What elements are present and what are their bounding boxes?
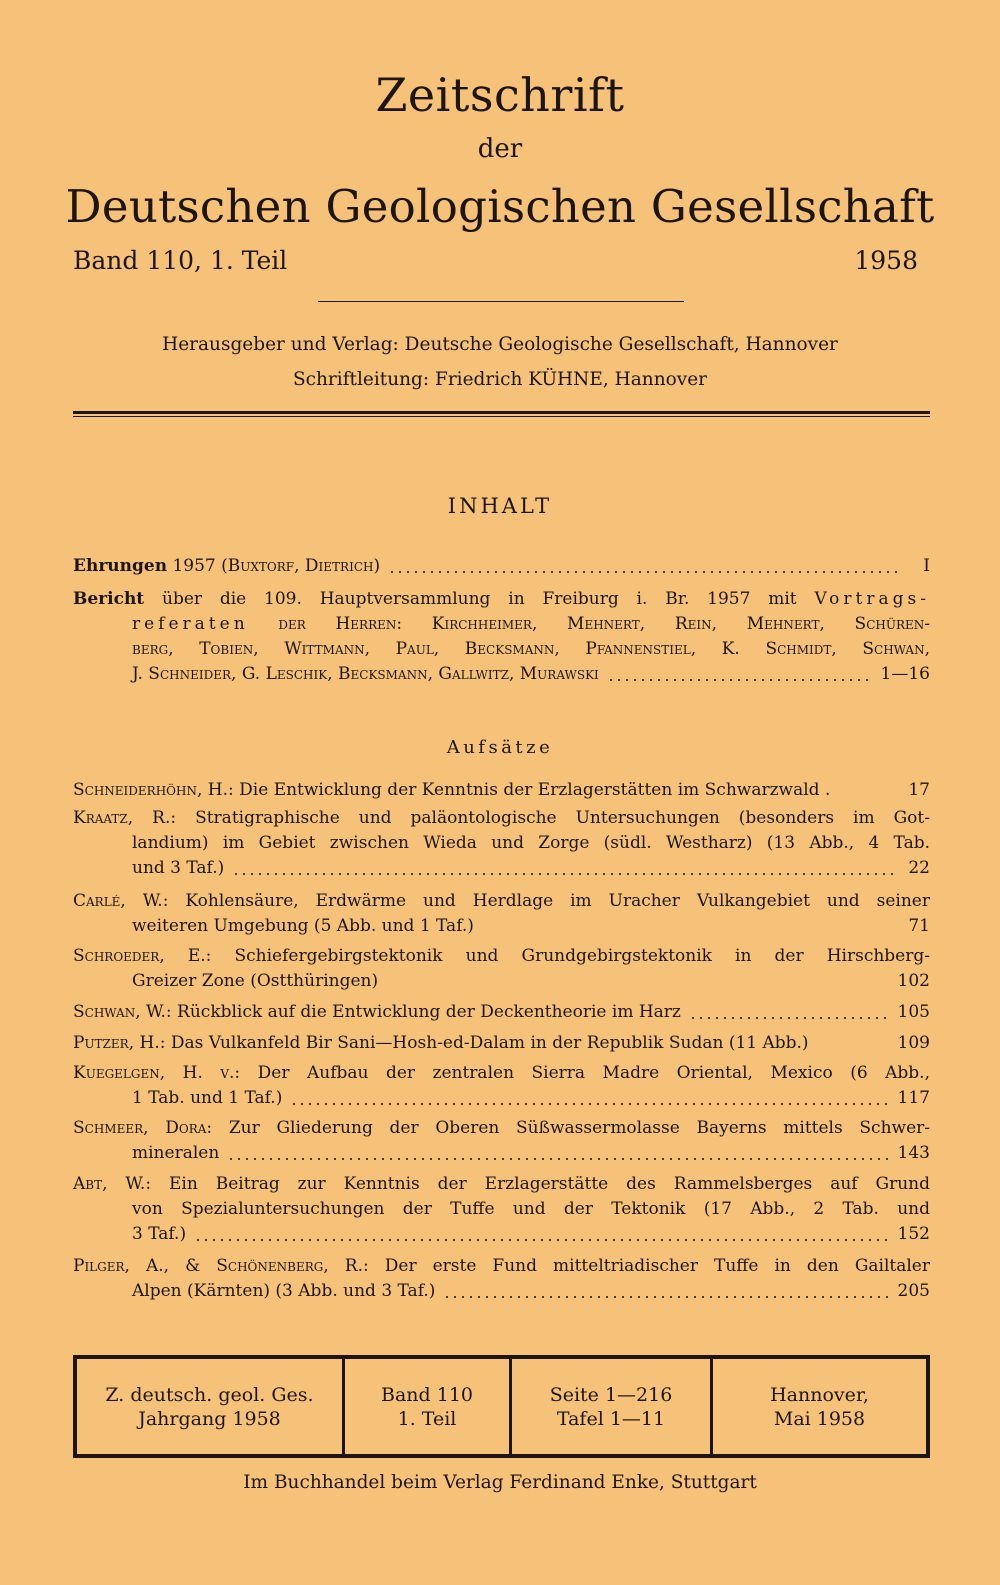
article-title-line: und 3 Taf.) bbox=[132, 858, 225, 878]
entry-label: Ehrungen bbox=[73, 556, 168, 576]
article-title-line: Der Aufbau der zentralen Sierra Madre Oriental, Mexico (6 Abb., bbox=[257, 1063, 930, 1083]
article-page: 105 bbox=[897, 1002, 930, 1022]
volume-year: 1958 bbox=[854, 246, 918, 275]
article-title-line: weiteren Umgebung (5 Abb. und 1 Taf.) bbox=[132, 916, 474, 936]
article-page: 71 bbox=[908, 916, 930, 936]
journal-title-der: der bbox=[477, 134, 523, 164]
article-page: 152 bbox=[897, 1224, 930, 1244]
citation-cell-journal bbox=[77, 1359, 345, 1454]
article-title-line: von Spezialuntersuchungen der Tuffe und der Tektonik (17 Abb., 2 Tab. und bbox=[132, 1199, 930, 1219]
entry-text-line: J. Schneider, G. Leschik, Becksmann, Gallwitz, Murawski bbox=[132, 664, 599, 684]
editor-line: Schriftleitung: Friedrich KÜHNE, Hannover bbox=[292, 369, 707, 390]
article-title-line: Rückblick auf die Entwicklung der Deckentheorie im Harz bbox=[177, 1002, 681, 1022]
toc-entry-article bbox=[73, 1116, 930, 1166]
section-divider-thin bbox=[73, 416, 930, 417]
article-author: Schneiderhöhn, H.: bbox=[73, 780, 234, 800]
article-title-line: landium) im Gebiet zwischen Wieda und Zorge (südl. Westharz) (13 Abb., 4 Tab. bbox=[132, 833, 930, 853]
citation-line: 1. Teil bbox=[397, 1407, 457, 1430]
article-page: 17 bbox=[908, 780, 930, 800]
article-title-line: Ein Beitrag zur Kenntnis der Erzlagerstätte des Rammelsberges auf Grund bbox=[169, 1174, 930, 1194]
article-author: Carlé, W.: bbox=[73, 891, 169, 911]
leader-dots bbox=[443, 1296, 889, 1298]
article-page: 205 bbox=[897, 1281, 930, 1301]
leader-dots bbox=[689, 1017, 890, 1019]
leader-dots bbox=[227, 1158, 889, 1160]
citation-line: Seite 1—216 bbox=[549, 1383, 673, 1406]
entry-page: 1—16 bbox=[880, 664, 930, 684]
toc-entry-bericht bbox=[73, 587, 930, 687]
article-title-line: Greizer Zone (Ostthüringen) bbox=[132, 971, 379, 991]
entry-text-spaced: referaten bbox=[132, 614, 249, 634]
journal-title: Zeitschrift bbox=[375, 68, 625, 122]
article-title-line: Der erste Fund mitteltriadischer Tuffe in den Gailtaler bbox=[384, 1256, 930, 1276]
citation-line: Jahrgang 1958 bbox=[138, 1407, 281, 1430]
article-title-line: Die Entwicklung der Kenntnis der Erzlagerstätten im Schwarzwald . bbox=[239, 780, 831, 800]
article-title-line: Alpen (Kärnten) (3 Abb. und 3 Taf.) bbox=[132, 1281, 436, 1301]
citation-line: Z. deutsch. geol. Ges. bbox=[105, 1383, 314, 1406]
article-page: 109 bbox=[897, 1033, 930, 1053]
article-author: Schmeer, Dora: bbox=[73, 1118, 213, 1138]
article-title-line: mineralen bbox=[132, 1143, 220, 1163]
article-author: Schwan, W.: bbox=[73, 1002, 172, 1022]
entry-text: 1957 (Buxtorf, Dietrich) bbox=[172, 556, 381, 576]
article-author: Abt, W.: bbox=[73, 1174, 152, 1194]
citation-line: Tafel 1—11 bbox=[556, 1407, 666, 1430]
leader-dots bbox=[388, 571, 898, 573]
entry-text-line: der Herren: Kirchheimer, Mehnert, Rein, Mehnert, Schüren- bbox=[278, 614, 930, 634]
toc-entry-article bbox=[73, 1031, 930, 1056]
toc-entry-article bbox=[73, 806, 930, 881]
entry-text-line: berg, Tobien, Wittmann, Paul, Becksmann, Pfannenstiel, K. Schmidt, Schwan, bbox=[132, 639, 930, 659]
toc-entry-article bbox=[73, 944, 930, 994]
toc-entry-article bbox=[73, 1000, 930, 1025]
article-author: Kuegelgen, H. v.: bbox=[73, 1063, 241, 1083]
leader-dots bbox=[194, 1239, 889, 1241]
contents-heading: INHALT bbox=[447, 494, 553, 518]
article-title-line: 3 Taf.) bbox=[132, 1224, 187, 1244]
journal-society-name: Deutschen Geologischen Gesellschaft bbox=[65, 180, 935, 233]
volume-label: Band 110, 1. Teil bbox=[73, 246, 288, 275]
toc-entry-article bbox=[73, 1254, 930, 1304]
articles-heading: Aufsätze bbox=[446, 737, 554, 758]
article-title-line: Das Vulkanfeld Bir Sani—Hosh-ed-Dalam in der Republik Sudan (11 Abb.) bbox=[170, 1033, 809, 1053]
leader-dots bbox=[607, 679, 873, 681]
article-author: Putzer, H.: bbox=[73, 1033, 166, 1053]
toc-entry-article bbox=[73, 889, 930, 939]
toc-entry-article bbox=[73, 778, 930, 803]
article-page: 22 bbox=[908, 858, 930, 878]
citation-line: Band 110 bbox=[381, 1383, 473, 1406]
citation-cell-place-date bbox=[713, 1359, 926, 1454]
article-title-line: Schiefergebirgstektonik und Grundgebirgstektonik in der Hirschberg- bbox=[234, 946, 930, 966]
article-author: Schroeder, E.: bbox=[73, 946, 212, 966]
footer-bookseller: Im Buchhandel beim Verlag Ferdinand Enke, Stuttgart bbox=[243, 1472, 757, 1493]
article-page: 102 bbox=[897, 971, 930, 991]
entry-text-spaced: Vortrags- bbox=[814, 589, 930, 609]
article-author: Kraatz, R.: bbox=[73, 808, 177, 828]
article-author: Pilger, A., & Schönenberg, R.: bbox=[73, 1256, 369, 1276]
publisher-line: Herausgeber und Verlag: Deutsche Geologische Gesellschaft, Hannover bbox=[162, 334, 838, 355]
citation-cell-volume bbox=[345, 1359, 512, 1454]
article-title-line: Stratigraphische und paläontologische Untersuchungen (besonders im Got- bbox=[195, 808, 930, 828]
header-divider bbox=[318, 301, 684, 302]
toc-entry-article bbox=[73, 1061, 930, 1111]
entry-text-line: über die 109. Hauptversammlung in Freiburg i. Br. 1957 mit bbox=[162, 589, 797, 609]
toc-entry-ehrungen bbox=[73, 554, 930, 579]
entry-page: I bbox=[923, 556, 930, 576]
leader-dots bbox=[290, 1103, 889, 1105]
leader-dots bbox=[232, 873, 898, 875]
citation-cell-pages bbox=[512, 1359, 713, 1454]
toc-entry-article bbox=[73, 1172, 930, 1247]
entry-label: Bericht bbox=[73, 589, 145, 609]
article-page: 143 bbox=[897, 1143, 930, 1163]
citation-line: Hannover, bbox=[770, 1383, 869, 1406]
citation-box bbox=[73, 1355, 930, 1458]
citation-line: Mai 1958 bbox=[773, 1407, 866, 1430]
article-title-line: Zur Gliederung der Oberen Süßwassermolasse Bayerns mittels Schwer- bbox=[228, 1118, 931, 1138]
article-page: 117 bbox=[897, 1088, 930, 1108]
article-title-line: 1 Tab. und 1 Taf.) bbox=[132, 1088, 283, 1108]
section-divider-thick bbox=[73, 411, 930, 414]
article-title-line: Kohlensäure, Erdwärme und Herdlage im Uracher Vulkangebiet und seiner bbox=[185, 891, 930, 911]
